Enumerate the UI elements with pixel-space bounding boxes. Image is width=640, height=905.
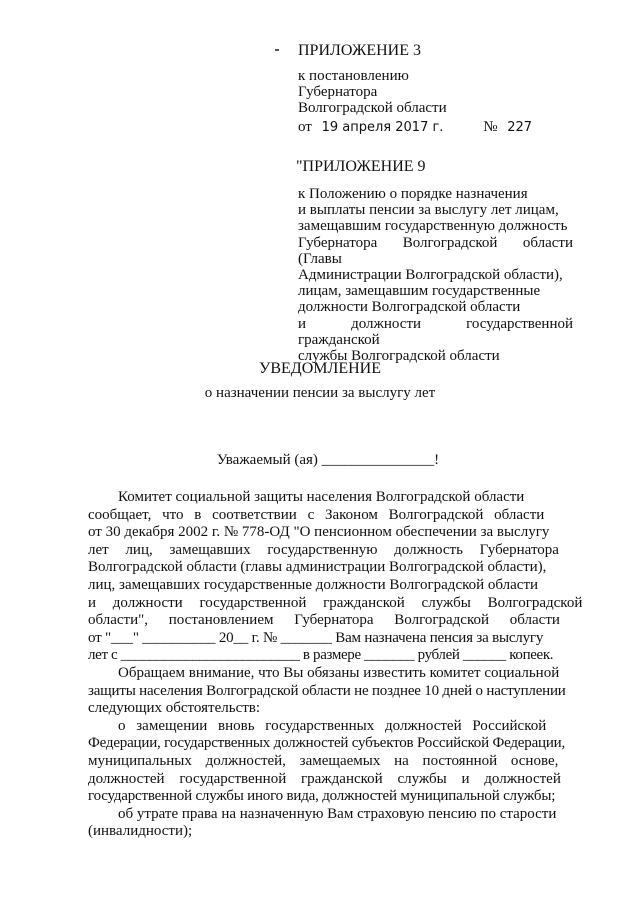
regulation-line: Администрации Волгоградской области), [298,267,563,284]
scan-mark [275,49,279,51]
body-line: Обращаем внимание, что Вы обязаны известить комитет социальной [118,664,560,681]
regulation-line: к Положению о порядке назначения [298,186,528,202]
appendix-line: Губернатора [298,84,378,100]
body-line: области", постановлением Губернатора Волгоградской области [88,612,560,629]
decree-number: 227 [507,120,533,135]
number-label: № [483,119,498,135]
date-line [298,119,532,136]
appendix-title: ПРИЛОЖЕНИЕ 3 [298,42,422,59]
appendix9-title: "ПРИЛОЖЕНИЕ 9 [296,158,426,175]
regulation-block [298,186,573,364]
body-line: лет с _________________________ в размере _______ рублей ______ копеек. [88,647,554,664]
notice-body [88,489,583,841]
body-line: государственной службы иного вида, должностей муниципальной службы; [88,788,556,805]
date-prefix: от [298,119,312,135]
body-line: от "___" __________ 20__ г. № _______ Вам назначена пенсия за выслугу [88,629,544,646]
body-line: и должности государственной гражданской службы Волгоградской [88,594,583,611]
notice-subtitle: о назначении пенсии за выслугу лет [204,385,436,401]
body-line: лиц, замещавших государственные должности Волгоградской области [88,576,539,593]
appendix-line: к постановлению [298,68,409,84]
body-line: об утрате права на назначенную Вам страховую пенсию по старости [118,805,557,822]
decree-date: 19 апреля 2017 г. [321,120,444,135]
body-line: Комитет социальной защиты населения Волгоградской области [118,489,525,505]
body-line: следующих обстоятельств: [88,700,261,717]
appendix-header [298,42,578,116]
body-line: от 30 декабря 2002 г. № 778-ОД "О пенсионном обеспечении за выслугу [88,524,550,541]
body-line: должностей государственной гражданской службы и должностей [88,770,561,787]
body-line: муниципальных должностей, замещаемых на постоянной основе, [88,752,559,769]
body-line: (инвалидности); [88,823,193,840]
regulation-line: Губернатора Волгоградской области (Главы [298,234,573,267]
body-line: о замещении вновь государственных должностей Российской [118,717,547,734]
body-line: Волгоградской области (главы администрации Волгоградской области), [88,559,547,576]
regulation-line: и должности государственной гражданской [298,315,573,348]
regulation-line: лицам, замещавшим государственные [298,283,541,300]
notice-title: УВЕДОМЛЕНИЕ [259,360,381,377]
regulation-line: и выплаты пенсии за выслугу лет лицам, [298,202,559,219]
body-line: сообщает, что в соответствии с Законом Волгоградской области [88,506,545,523]
body-line: лет лиц, замещавших государственную должность Губернатора [88,541,559,558]
regulation-line: должности Волгоградской области [298,299,521,316]
regulation-line: замещавшим государственную должность [298,218,568,235]
greeting: Уважаемый (ая) _______________! [216,452,440,468]
body-line: защиты населения Волгоградской области не позднее 10 дней о наступлении [88,682,566,699]
regulation-line: службы Волгоградской области [298,348,500,365]
appendix-line: Волгоградской области [298,100,447,116]
body-line: Федерации, государственных должностей субъектов Российской Федерации, [88,735,566,752]
